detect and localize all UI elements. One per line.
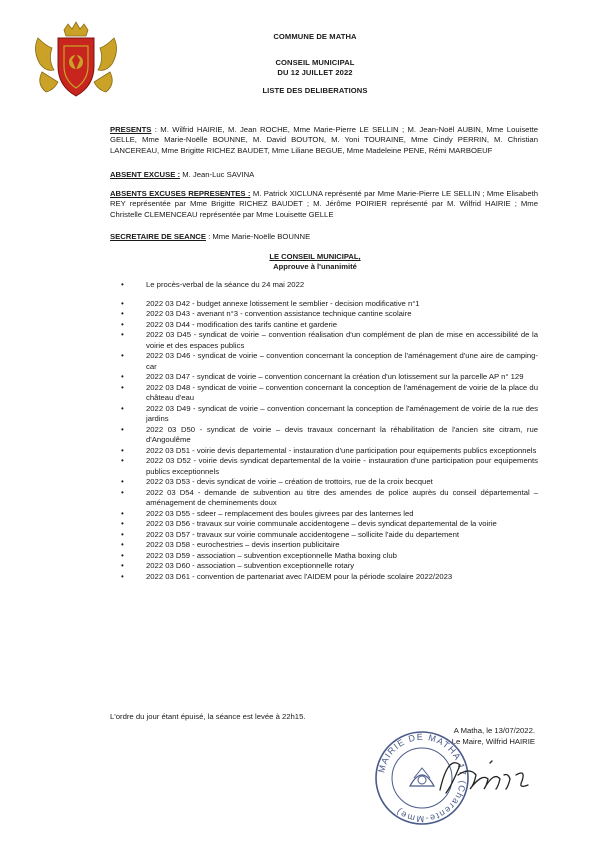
place-date: A Matha, le 13/07/2022. [453, 726, 535, 735]
secretaire-label: SECRETAIRE DE SEANCE [110, 232, 206, 241]
deliberation-item: • 2022 03 D59 - association – subvention exceptionnelle Matha boxing club [113, 551, 538, 562]
absent-paragraph [110, 170, 538, 180]
deliberation-item: • 2022 03 D50 - syndicat de voirie – devis travaux concernant la réhabilitation de l'ancien site citram, rue d'Angoulême [113, 425, 538, 446]
presents-paragraph [110, 125, 538, 156]
deliberation-item: • 2022 03 D44 - modification des tarifs cantine et garderie [113, 320, 538, 331]
conseil-line2: Approuve à l'unanimité [273, 261, 357, 271]
deliberation-item: • 2022 03 D52 - voirie devis syndicat departemental de la voirie - instauration d'une participation pour equipements publics exceptionnels [113, 456, 538, 477]
deliberation-item: • 2022 03 D55 - sdeer – remplacement des boules givrees par des lanternes led [113, 509, 538, 520]
stamp-text: MAIRIE DE MATHA 17 (Charente-Mme) [376, 731, 469, 825]
deliberation-item: • 2022 03 D49 - syndicat de voirie – convention concernant la conception de l'aménagement de voirie de la rue des jardins [113, 404, 538, 425]
conseil-title: CONSEIL MUNICIPAL [275, 58, 355, 67]
deliberations-list [113, 280, 538, 582]
presents-text: : M. Wilfrid HAIRIE, M. Jean ROCHE, Mme Marie-Pierre LE SELLIN ; M. Jean-Noël AUBIN, Mme Louisette GELLE, Mme Marie-Noëlle BOUNNE, M. David BOUTON, M. Yoni TOURAINE, Mme Cindy PERRIN, M. Christian LANCEREAU, Mme Brigitte RICHEZ BAUDET, Mme Liliane BEGUE, Mme Madeleine PENE, Rémi MARBOEUF [110, 125, 538, 155]
deliberation-item: • 2022 03 D45 - syndicat de voirie – convention réalisation d'un complément de plan de mise en accessibilité de la voirie et des espaces publics [113, 330, 538, 351]
absents-representes-label: ABSENTS EXCUSES REPRESENTES : [110, 189, 251, 198]
coat-of-arms-logo [30, 20, 122, 102]
conseil-line1: LE CONSEIL MUNICIPAL, [269, 252, 361, 261]
commune-title: COMMUNE DE MATHA [273, 32, 357, 41]
deliberation-item: • 2022 03 D60 - association – subvention exceptionnelle rotary [113, 561, 538, 572]
mayor-signature [430, 745, 550, 805]
deliberation-item: • 2022 03 D46 - syndicat de voirie – convention concernant la conception de l'aménagement d'une aire de camping-car [113, 351, 538, 372]
deliberation-item: • 2022 03 D47 - syndicat de voirie – convention concernant la création d'un lotissement sur la parcelle AP n° 129 [113, 372, 538, 383]
mayor-name: Le Maire, Wilfrid HAIRIE [451, 737, 535, 746]
deliberation-item: • 2022 03 D57 - travaux sur voirie communale accidentogene – sollicite l'aide du departement [113, 530, 538, 541]
deliberation-item: • 2022 03 D61 - convention de partenariat avec l'AIDEM pour la période scolaire 2022/2023 [113, 572, 538, 583]
deliberation-item: • 2022 03 D43 - avenant n°3 - convention assistance technique cantine scolaire [113, 309, 538, 320]
conseil-block [150, 252, 480, 271]
secretaire-text: : Mme Marie-Noëlle BOUNNE [205, 232, 311, 241]
deliberation-item: • 2022 03 D56 - travaux sur voirie communale accidentogene – devis syndicat departemental de la voirie [113, 519, 538, 530]
deliberation-item: • 2022 03 D42 - budget annexe lotissement le semblier - decision modificative n°1 [113, 299, 538, 310]
absents-representes-paragraph [110, 189, 538, 220]
deliberation-item: • 2022 03 D58 - eurochestries – devis insertion publicitaire [113, 540, 538, 551]
absents-representes-text: M. Patrick XICLUNA représenté par Mme Marie-Pierre LE SELLIN ; Mme Elisabeth REY représentée par Mme Brigitte RICHEZ BAUDET ; M. Jérôme POIRIER représenté par M. Wilfrid HAIRIE ; Mme Christelle CLEMENCEAU représentée par Mme Louisette GELLE [110, 189, 539, 219]
presents-label: PRESENTS [110, 125, 152, 134]
closing-sentence: L'ordre du jour étant épuisé, la séance est levée à 22h15. [110, 712, 306, 721]
conseil-date: DU 12 JUILLET 2022 [277, 68, 353, 77]
absent-text: M. Jean-Luc SAVINA [180, 170, 255, 179]
secretaire-paragraph [110, 232, 538, 242]
deliberation-item: • 2022 03 D48 - syndicat de voirie – convention concernant la conception de l'aménagement de voirie de la place du château d'eau [113, 383, 538, 404]
deliberation-item: • 2022 03 D51 - voirie devis departemental - instauration d'une participation pour equipements publics exceptionnels [113, 446, 538, 457]
deliberation-item: • 2022 03 D53 - devis syndicat de voirie – création de trottoirs, rue de la croix becquet [113, 477, 538, 488]
deliberation-item: • 2022 03 D54 - demande de subvention au titre des amendes de police auprès du conseil départemental – aménagement de cheminements doux [113, 488, 538, 509]
liste-title: LISTE DES DELIBERATIONS [262, 86, 368, 95]
pv-item: • Le procès-verbal de la séance du 24 mai 2022 [113, 280, 538, 291]
absent-label: ABSENT EXCUSE : [110, 170, 181, 179]
